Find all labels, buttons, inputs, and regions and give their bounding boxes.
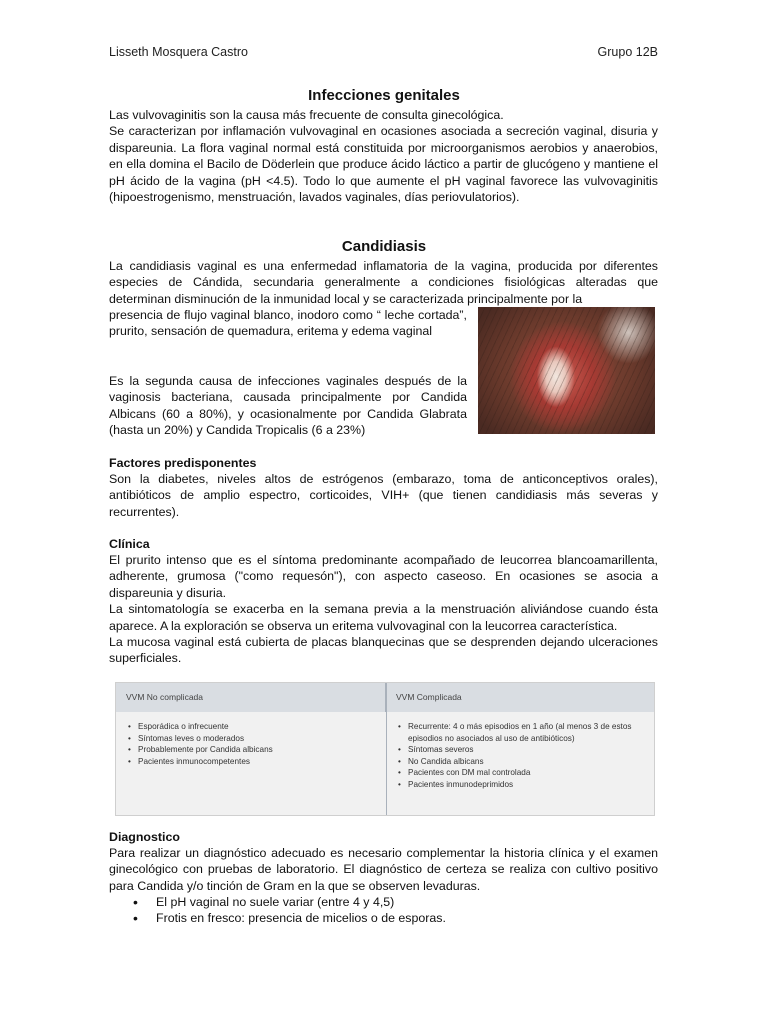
table-list-no-complicada — [128, 721, 378, 767]
table-item: • Síntomas leves o moderados — [128, 733, 378, 745]
list-item: • El pH vaginal no suele variar (entre 4 y 4,5) — [133, 894, 446, 910]
intro-paragraph-1: Las vulvovaginitis son la causa más frecuente de consulta ginecológica. — [109, 108, 504, 122]
title-candidiasis: Candidiasis — [341, 238, 427, 255]
vvm-comparison-table — [115, 682, 655, 816]
clinica-paragraph-1: El prurito intenso que es el síntoma predominante acompañado de leucorrea blancoamarillenta, adherente, grumosa ("como requesón"), con aspecto caseoso. En ocasiones se asocia a dispareunia y disuria. — [109, 553, 658, 600]
clinica-paragraph-3: La mucosa vaginal está cubierta de placas blanquecinas que se desprenden dejando ulceraciones superficiales. — [109, 635, 658, 666]
table-header-no-complicada: VVM No complicada — [116, 683, 386, 712]
header-author: Lisseth Mosquera Castro — [109, 45, 248, 59]
table-item: • Probablemente por Candida albicans — [128, 744, 378, 756]
factores-text: Son la diabetes, niveles altos de estrógenos (embarazo, toma de anticonceptivos orales), antibióticos de amplio espectro, corticoides, VIH+ (que tienen candidiasis más severas y recurrentes). — [109, 472, 658, 519]
clinica-section — [109, 552, 658, 667]
clinica-title: Clínica — [109, 537, 150, 551]
candidiasis-paragraph-1a: La candidiasis vaginal es una enfermedad inflamatoria de la vagina, producida por diferentes especies de Cándida, secundaria generalmente a condiciones fisiológicas alteradas que determinan disminución de la inmunidad local y se caracterizada principalmente por la — [109, 259, 658, 306]
table-list-complicada — [398, 721, 646, 790]
diagnostico-bullets — [133, 894, 446, 927]
diagnostico-text: Para realizar un diagnóstico adecuado es necesario complementar la historia clínica y el examen ginecológico con pruebas de laboratorio. El diagnóstico de certeza se realiza con cultivo positivo para Candida y/o tinción de Gram en la que se observen levaduras. — [109, 846, 658, 893]
table-divider — [386, 683, 387, 815]
table-item: • Recurrente: 4 o más episodios en 1 año (al menos 3 de estos episodios no asociados al uso de antibióticos) — [398, 721, 646, 744]
table-item: • Síntomas severos — [398, 744, 646, 756]
intro-paragraph-2: Se caracterizan por inflamación vulvovaginal en ocasiones asociada a secreción vaginal, disuria y dispareunia. La flora vaginal normal está constituida por microorganismos aerobios y anaerobios, en ella domina el Bacilo de Döderlein que produce ácido láctico a partir de glucógeno y mantiene el pH ácido de la vagina (pH <4.5). Todo lo que aumente el pH vaginal favorece las vulvovaginitis (hipoestrogenismo, menstruación, lavados vaginales, días periovulatorios). — [109, 124, 658, 205]
table-item: • Pacientes inmunodeprimidos — [398, 779, 646, 791]
table-item: • Pacientes inmunocompetentes — [128, 756, 378, 768]
candidiasis-paragraph-1b: presencia de flujo vaginal blanco, inodoro como “ leche cortada”, prurito, sensación de quemadura, eritema y edema vaginal — [109, 308, 467, 339]
table-item: • Esporádica o infrecuente — [128, 721, 378, 733]
table-item: • Pacientes con DM mal controlada — [398, 767, 646, 779]
intro-section — [109, 107, 658, 205]
table-header-complicada: VVM Complicada — [386, 683, 654, 712]
list-item: • Frotis en fresco: presencia de micelios o de esporas. — [133, 910, 446, 926]
header-group: Grupo 12B — [597, 45, 658, 59]
clinical-photo — [478, 307, 655, 434]
table-item: • No Candida albicans — [398, 756, 646, 768]
candidiasis-paragraph-2: Es la segunda causa de infecciones vaginales después de la vaginosis bacteriana, causada principalmente por Candida Albicans (60 a 80%), y ocasionalmente por Candida Glabrata (hasta un 20%) y Candida Tropicalis (6 a 23%) — [109, 374, 467, 438]
diagnostico-title: Diagnostico — [109, 830, 180, 844]
factores-title: Factores predisponentes — [109, 456, 257, 470]
title-infecciones: Infecciones genitales — [308, 87, 460, 104]
clinica-paragraph-2: La sintomatología se exacerba en la semana previa a la menstruación aliviándose cuando ésta aparece. A la exploración se observa un eritema vulvovaginal con la leucorrea característica. — [109, 602, 658, 633]
